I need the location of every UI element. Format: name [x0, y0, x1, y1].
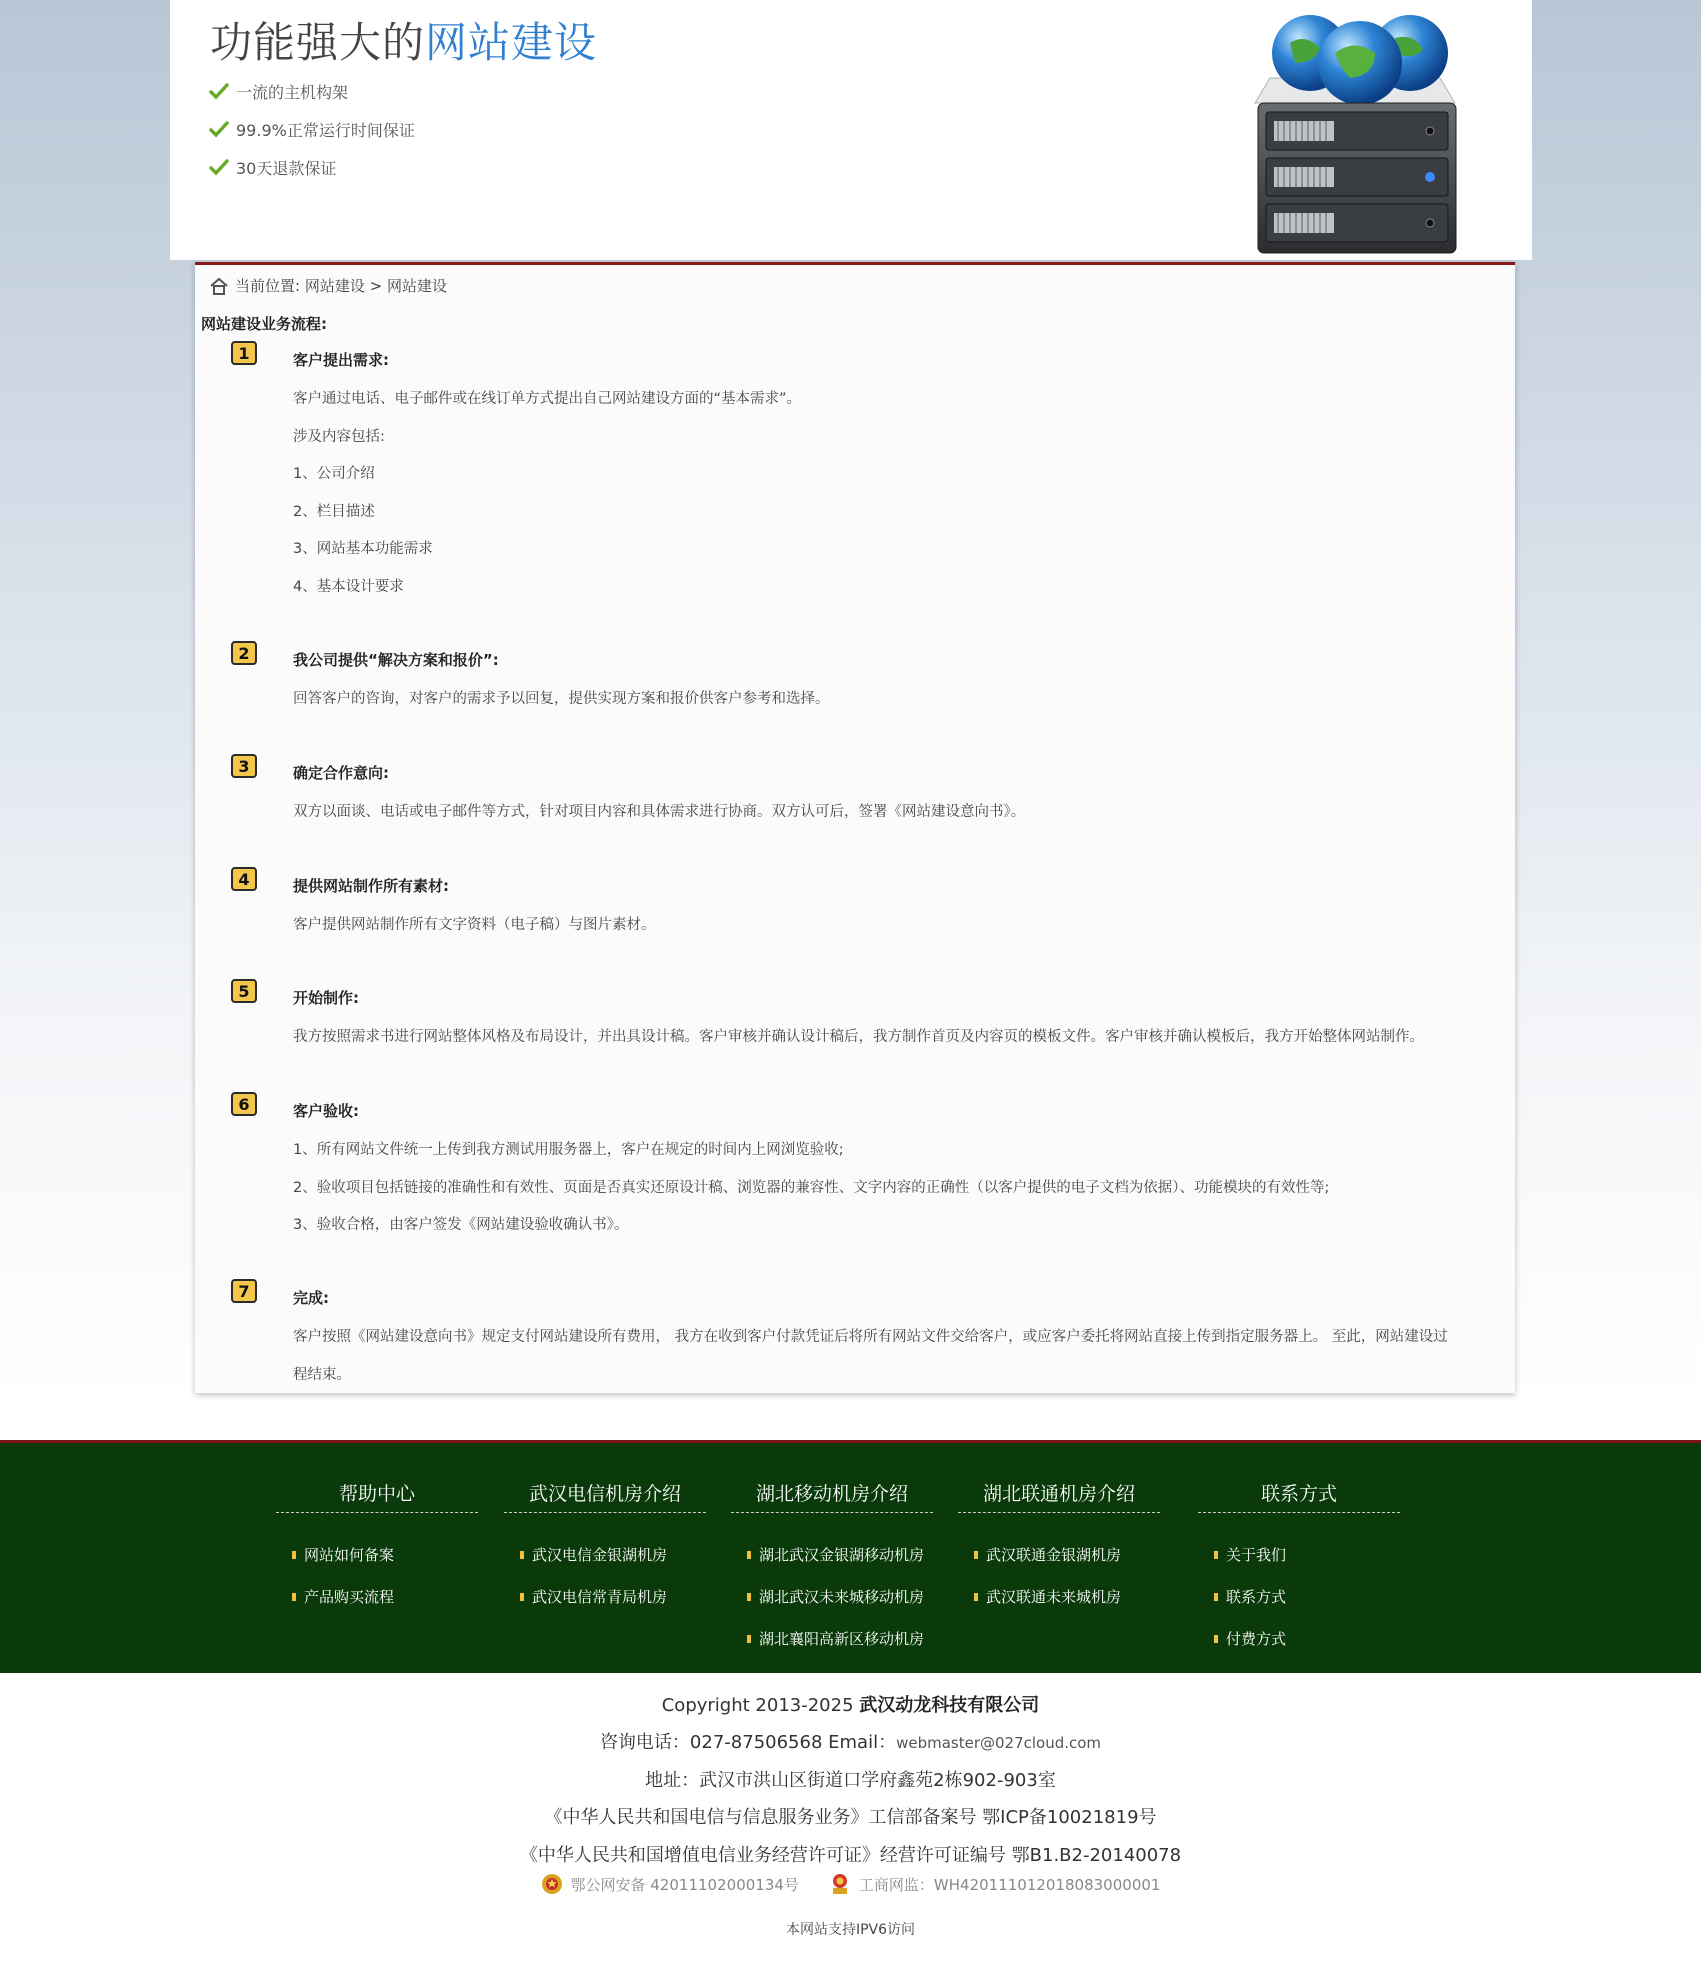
svg-text:3: 3 — [238, 757, 250, 776]
footer-link[interactable]: 武汉电信常青局机房 — [520, 1586, 667, 1607]
banner-title — [210, 10, 597, 70]
step-line: 程结束。 — [293, 1367, 351, 1383]
step-number-7-icon — [231, 1279, 257, 1303]
footer-column-divider — [1198, 1512, 1400, 1513]
contact-line: 咨询电话：027-87506568 Email：webmaster@027cloud.com — [599, 1732, 1102, 1753]
footer-link[interactable]: 联系方式 — [1214, 1586, 1286, 1607]
banner — [170, 0, 1532, 260]
footer-navigation — [0, 1440, 1701, 1673]
bullet-icon — [974, 1551, 978, 1559]
step-line: 双方以面谈、电话或电子邮件等方式，针对项目内容和具体需求进行协商。双方认可后，签署《网站建设意向书》。 — [293, 804, 1026, 820]
footer-link[interactable]: 湖北襄阳高新区移动机房 — [747, 1628, 924, 1649]
feature-item — [208, 156, 336, 179]
step-line: 客户提供网站制作所有文字资料（电子稿）与图片素材。 — [293, 917, 656, 933]
step-title: 客户提出需求: — [293, 351, 389, 369]
feature-label: 一流的主机构架 — [236, 83, 349, 102]
bullet-icon — [520, 1551, 524, 1559]
bullet-icon — [1214, 1635, 1218, 1643]
step-number-3-icon — [231, 754, 257, 778]
footer-column-heading: 帮助中心 — [338, 1483, 415, 1505]
step-title: 完成: — [293, 1289, 329, 1307]
footer-link[interactable]: 武汉联通金银湖机房 — [974, 1544, 1121, 1565]
step-line: 客户通过电话、电子邮件或在线订单方式提出自己网站建设方面的“基本需求”。 — [293, 391, 802, 407]
license-line[interactable]: 《中华人民共和国增值电信业务经营许可证》经营许可证编号 鄂B1.B2-20140078 — [519, 1845, 1182, 1866]
breadcrumb — [209, 275, 447, 296]
bullet-icon — [747, 1593, 751, 1601]
step-line: 3、验收合格，由客户签发《网站建设验收确认书》。 — [293, 1217, 629, 1233]
email-link[interactable]: webmaster@027cloud.com — [896, 1734, 1102, 1752]
footer-column-divider — [958, 1512, 1160, 1513]
step-number-1-icon — [231, 341, 257, 365]
footer-link[interactable]: 产品购买流程 — [292, 1586, 394, 1607]
footer-column-divider — [504, 1512, 706, 1513]
footer-column-divider — [276, 1512, 478, 1513]
ipv6-notice: 本网站支持IPV6访问 — [785, 1922, 916, 1938]
footer-link[interactable]: 关于我们 — [1214, 1544, 1286, 1565]
svg-text:2: 2 — [238, 644, 250, 663]
breadcrumb-separator: > — [369, 276, 383, 295]
step-line: 我方按照需求书进行网站整体风格及布局设计，并出具设计稿。客户审核并确认设计稿后，我方制作首页及内容页的模板文件。客户审核并确认模板后，我方开始整体网站制作。 — [293, 1029, 1424, 1045]
breadcrumb-link-2[interactable]: 网站建设 — [387, 277, 448, 295]
commerce-record[interactable]: 工商网监：WH420111012018083000001 — [858, 1875, 1161, 1894]
svg-text:4: 4 — [238, 870, 250, 889]
feature-label: 30天退款保证 — [236, 159, 337, 178]
check-icon — [208, 120, 230, 140]
police-badge-icon — [541, 1872, 563, 1896]
footer-link[interactable]: 湖北武汉未来城移动机房 — [747, 1586, 924, 1607]
step-title: 客户验收: — [293, 1102, 359, 1120]
check-icon — [208, 158, 230, 178]
step-line: 2、栏目描述 — [293, 504, 375, 520]
feature-item — [208, 80, 348, 103]
step-number-6-icon — [231, 1092, 257, 1116]
step-line: 3、网站基本功能需求 — [293, 541, 433, 557]
bullet-icon — [520, 1593, 524, 1601]
svg-text:1: 1 — [238, 344, 250, 363]
step-line: 回答客户的咨询，对客户的需求予以回复，提供实现方案和报价供客户参考和选择。 — [293, 691, 830, 707]
step-title: 提供网站制作所有素材: — [293, 877, 449, 895]
step-line: 1、公司介绍 — [293, 466, 375, 482]
bullet-icon — [974, 1593, 978, 1601]
banner-title-plain: 功能强大的 — [210, 18, 426, 67]
check-icon — [208, 82, 230, 102]
step-line: 2、验收项目包括链接的准确性和有效性、页面是否真实还原设计稿、浏览器的兼容性、文字内容的正确性（以客户提供的电子文档为依据）、功能模块的有效性等; — [293, 1180, 1330, 1196]
svg-text:7: 7 — [238, 1282, 250, 1301]
bullet-icon — [747, 1551, 751, 1559]
commerce-badge-icon — [829, 1872, 851, 1896]
bullet-icon — [747, 1635, 751, 1643]
footer-link[interactable]: 湖北武汉金银湖移动机房 — [747, 1544, 924, 1565]
step-title: 开始制作: — [293, 989, 359, 1007]
process-intro: 网站建设业务流程: — [201, 315, 327, 333]
breadcrumb-link-1[interactable]: 网站建设 — [304, 277, 365, 295]
bullet-icon — [292, 1593, 296, 1601]
address-line: 地址：武汉市洪山区街道口学府鑫苑2栋902-903室 — [645, 1770, 1056, 1791]
step-line: 客户按照《网站建设意向书》规定支付网站建设所有费用， 我方在收到客户付款凭证后将所有网站文件交给客户，或应客户委托将网站直接上传到指定服务器上。 至此，网站建设过 — [293, 1329, 1448, 1345]
footer-link[interactable]: 网站如何备案 — [292, 1544, 394, 1565]
feature-item — [208, 118, 415, 141]
footer-column-heading: 湖北移动机房介绍 — [755, 1483, 908, 1505]
content-panel — [195, 262, 1515, 1393]
footer-link[interactable]: 付费方式 — [1214, 1628, 1286, 1649]
step-line: 1、所有网站文件统一上传到我方测试用服务器上，客户在规定的时间内上网浏览验收; — [293, 1142, 844, 1158]
footer-column-heading: 湖北联通机房介绍 — [982, 1483, 1135, 1505]
banner-title-highlight: 网站建设 — [425, 18, 598, 67]
svg-text:5: 5 — [238, 982, 250, 1001]
step-number-4-icon — [231, 867, 257, 891]
beian-row — [0, 1872, 1701, 1896]
company-name: 武汉动龙科技有限公司 — [859, 1695, 1040, 1716]
icp-line[interactable]: 《中华人民共和国电信与信息服务业务》工信部备案号 鄂ICP备10021819号 — [544, 1807, 1157, 1828]
footer-column-divider — [731, 1512, 933, 1513]
step-line: 涉及内容包括: — [293, 429, 385, 445]
bullet-icon — [1214, 1551, 1218, 1559]
step-number-5-icon — [231, 979, 257, 1003]
step-title: 我公司提供“解决方案和报价”: — [293, 651, 499, 669]
footer-link[interactable]: 武汉电信金银湖机房 — [520, 1544, 667, 1565]
bullet-icon — [1214, 1593, 1218, 1601]
copyright-line: Copyright 2013-2025 武汉动龙科技有限公司 — [661, 1695, 1040, 1716]
footer-column-heading: 联系方式 — [1260, 1483, 1337, 1505]
step-line: 4、基本设计要求 — [293, 579, 404, 595]
footer-link[interactable]: 武汉联通未来城机房 — [974, 1586, 1121, 1607]
breadcrumb-prefix: 当前位置: — [235, 277, 301, 295]
server-globe-illustration — [1240, 8, 1480, 258]
feature-label: 99.9%正常运行时间保证 — [236, 121, 415, 140]
svg-text:6: 6 — [238, 1095, 250, 1114]
step-number-2-icon — [231, 641, 257, 665]
home-icon[interactable] — [209, 277, 229, 295]
bullet-icon — [292, 1551, 296, 1559]
footer-column-heading: 武汉电信机房介绍 — [528, 1483, 681, 1505]
step-title: 确定合作意向: — [293, 764, 389, 782]
police-record[interactable]: 鄂公网安备 42011102000134号 — [570, 1875, 799, 1894]
